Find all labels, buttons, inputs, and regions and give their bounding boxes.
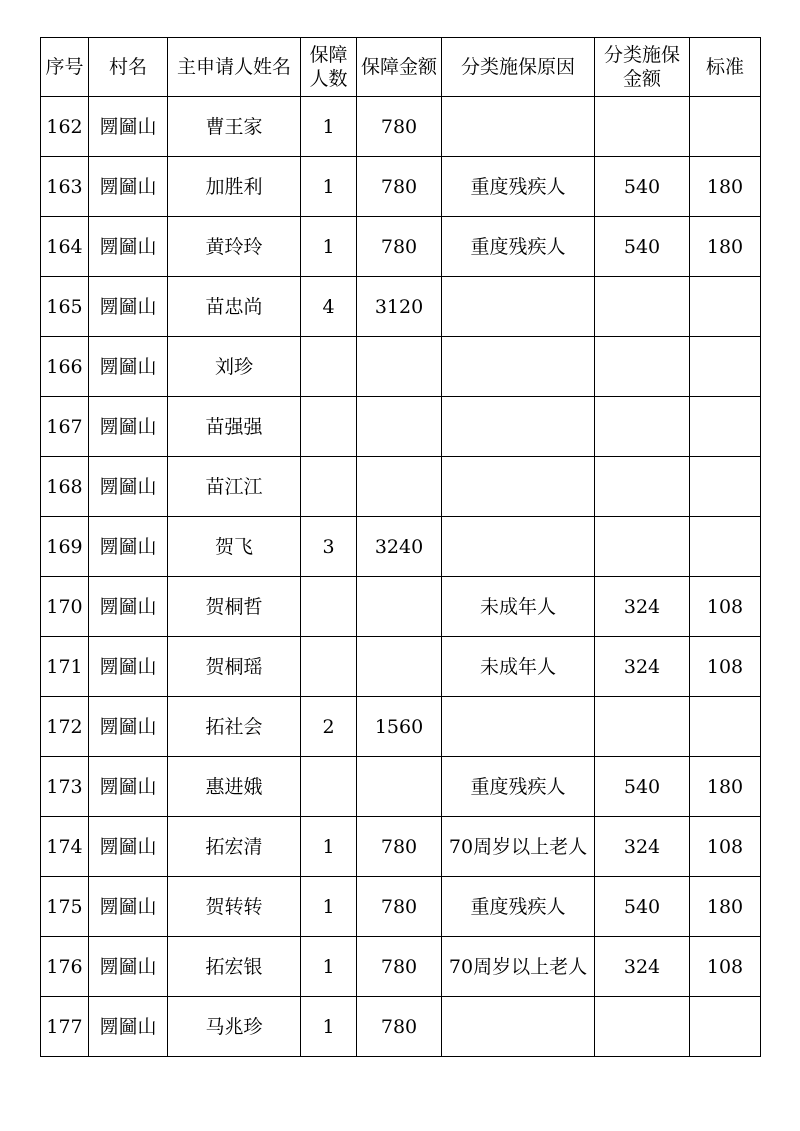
cell-seq: 169 [41, 517, 89, 577]
table-row [41, 817, 761, 877]
cell-class-amount: 324 [595, 817, 690, 877]
cell-village: 圐圙山 [89, 337, 168, 397]
cell-amount [357, 397, 442, 457]
cell-applicant: 贺桐瑶 [168, 637, 301, 697]
cell-village: 圐圙山 [89, 397, 168, 457]
cell-count: 1 [301, 997, 357, 1057]
cell-count: 2 [301, 697, 357, 757]
cell-amount [357, 577, 442, 637]
cell-applicant: 苗强强 [168, 397, 301, 457]
cell-applicant: 曹王家 [168, 97, 301, 157]
cell-reason [442, 97, 595, 157]
cell-class-amount: 324 [595, 637, 690, 697]
cell-amount: 3240 [357, 517, 442, 577]
cell-standard: 108 [690, 817, 761, 877]
cell-standard: 108 [690, 577, 761, 637]
table-row [41, 337, 761, 397]
cell-village: 圐圙山 [89, 757, 168, 817]
table-row [41, 517, 761, 577]
cell-count: 1 [301, 817, 357, 877]
table-row [41, 997, 761, 1057]
cell-seq: 176 [41, 937, 89, 997]
cell-applicant: 苗忠尚 [168, 277, 301, 337]
table-body [41, 97, 761, 1057]
cell-count: 1 [301, 937, 357, 997]
cell-count [301, 457, 357, 517]
cell-count: 1 [301, 157, 357, 217]
cell-reason: 未成年人 [442, 577, 595, 637]
cell-amount: 780 [357, 817, 442, 877]
cell-seq: 162 [41, 97, 89, 157]
cell-seq: 175 [41, 877, 89, 937]
cell-standard: 108 [690, 637, 761, 697]
cell-class-amount: 324 [595, 577, 690, 637]
cell-seq: 165 [41, 277, 89, 337]
cell-count: 1 [301, 217, 357, 277]
cell-applicant: 拓宏银 [168, 937, 301, 997]
cell-seq: 168 [41, 457, 89, 517]
cell-count [301, 637, 357, 697]
cell-seq: 171 [41, 637, 89, 697]
table-row [41, 457, 761, 517]
cell-standard [690, 337, 761, 397]
cell-class-amount [595, 277, 690, 337]
table-row [41, 97, 761, 157]
cell-amount: 1560 [357, 697, 442, 757]
cell-count: 4 [301, 277, 357, 337]
table-row [41, 757, 761, 817]
cell-applicant: 拓宏清 [168, 817, 301, 877]
cell-class-amount [595, 397, 690, 457]
cell-amount [357, 757, 442, 817]
cell-reason: 未成年人 [442, 637, 595, 697]
header-applicant: 主申请人姓名 [168, 38, 301, 97]
cell-count [301, 757, 357, 817]
header-amount: 保障金额 [357, 38, 442, 97]
cell-count: 1 [301, 97, 357, 157]
cell-count [301, 397, 357, 457]
cell-class-amount [595, 97, 690, 157]
cell-standard [690, 517, 761, 577]
cell-applicant: 刘珍 [168, 337, 301, 397]
cell-seq: 167 [41, 397, 89, 457]
cell-village: 圐圙山 [89, 877, 168, 937]
cell-count [301, 337, 357, 397]
cell-reason [442, 277, 595, 337]
cell-village: 圐圙山 [89, 817, 168, 877]
cell-applicant: 苗江江 [168, 457, 301, 517]
cell-standard [690, 397, 761, 457]
cell-standard [690, 457, 761, 517]
cell-standard [690, 97, 761, 157]
cell-village: 圐圙山 [89, 457, 168, 517]
cell-class-amount [595, 457, 690, 517]
cell-class-amount: 324 [595, 937, 690, 997]
cell-amount: 780 [357, 937, 442, 997]
cell-village: 圐圙山 [89, 97, 168, 157]
cell-amount: 3120 [357, 277, 442, 337]
cell-standard: 180 [690, 877, 761, 937]
cell-standard: 180 [690, 217, 761, 277]
cell-applicant: 贺转转 [168, 877, 301, 937]
cell-standard [690, 277, 761, 337]
cell-reason [442, 337, 595, 397]
cell-village: 圐圙山 [89, 637, 168, 697]
cell-class-amount [595, 337, 690, 397]
cell-reason: 重度残疾人 [442, 877, 595, 937]
table-row [41, 577, 761, 637]
cell-applicant: 贺桐哲 [168, 577, 301, 637]
cell-amount [357, 637, 442, 697]
cell-class-amount: 540 [595, 877, 690, 937]
cell-village: 圐圙山 [89, 997, 168, 1057]
cell-reason [442, 697, 595, 757]
cell-village: 圐圙山 [89, 697, 168, 757]
header-village: 村名 [89, 38, 168, 97]
cell-village: 圐圙山 [89, 577, 168, 637]
cell-amount: 780 [357, 217, 442, 277]
cell-standard: 180 [690, 157, 761, 217]
cell-seq: 164 [41, 217, 89, 277]
cell-seq: 177 [41, 997, 89, 1057]
table-row [41, 217, 761, 277]
cell-village: 圐圙山 [89, 277, 168, 337]
cell-seq: 163 [41, 157, 89, 217]
cell-amount: 780 [357, 157, 442, 217]
cell-seq: 173 [41, 757, 89, 817]
cell-amount [357, 337, 442, 397]
cell-applicant: 加胜利 [168, 157, 301, 217]
header-seq: 序号 [41, 38, 89, 97]
cell-applicant: 拓社会 [168, 697, 301, 757]
cell-applicant: 贺飞 [168, 517, 301, 577]
cell-class-amount [595, 997, 690, 1057]
header-standard: 标准 [690, 38, 761, 97]
cell-seq: 166 [41, 337, 89, 397]
header-reason: 分类施保原因 [442, 38, 595, 97]
cell-reason: 重度残疾人 [442, 757, 595, 817]
table-row [41, 397, 761, 457]
cell-amount: 780 [357, 877, 442, 937]
table-row [41, 877, 761, 937]
cell-village: 圐圙山 [89, 937, 168, 997]
cell-class-amount [595, 517, 690, 577]
cell-seq: 172 [41, 697, 89, 757]
cell-class-amount [595, 697, 690, 757]
cell-reason: 重度残疾人 [442, 157, 595, 217]
header-class-amount: 分类施保金额 [595, 38, 690, 97]
cell-standard [690, 997, 761, 1057]
cell-standard [690, 697, 761, 757]
cell-class-amount: 540 [595, 217, 690, 277]
assistance-table [40, 37, 761, 1057]
cell-seq: 174 [41, 817, 89, 877]
cell-reason [442, 397, 595, 457]
cell-class-amount: 540 [595, 757, 690, 817]
table-row [41, 157, 761, 217]
cell-reason [442, 457, 595, 517]
cell-standard: 108 [690, 937, 761, 997]
cell-amount: 780 [357, 97, 442, 157]
cell-applicant: 黄玲玲 [168, 217, 301, 277]
cell-village: 圐圙山 [89, 217, 168, 277]
cell-village: 圐圙山 [89, 157, 168, 217]
cell-reason [442, 997, 595, 1057]
table-row [41, 637, 761, 697]
cell-amount: 780 [357, 997, 442, 1057]
cell-reason: 70周岁以上老人 [442, 937, 595, 997]
cell-reason: 重度残疾人 [442, 217, 595, 277]
cell-reason: 70周岁以上老人 [442, 817, 595, 877]
cell-standard: 180 [690, 757, 761, 817]
header-row [41, 38, 761, 97]
cell-amount [357, 457, 442, 517]
cell-applicant: 惠进娥 [168, 757, 301, 817]
header-count: 保障人数 [301, 38, 357, 97]
cell-count [301, 577, 357, 637]
table-row [41, 697, 761, 757]
cell-count: 1 [301, 877, 357, 937]
table-row [41, 277, 761, 337]
cell-applicant: 马兆珍 [168, 997, 301, 1057]
cell-class-amount: 540 [595, 157, 690, 217]
cell-seq: 170 [41, 577, 89, 637]
cell-reason [442, 517, 595, 577]
cell-village: 圐圙山 [89, 517, 168, 577]
table-row [41, 937, 761, 997]
cell-count: 3 [301, 517, 357, 577]
